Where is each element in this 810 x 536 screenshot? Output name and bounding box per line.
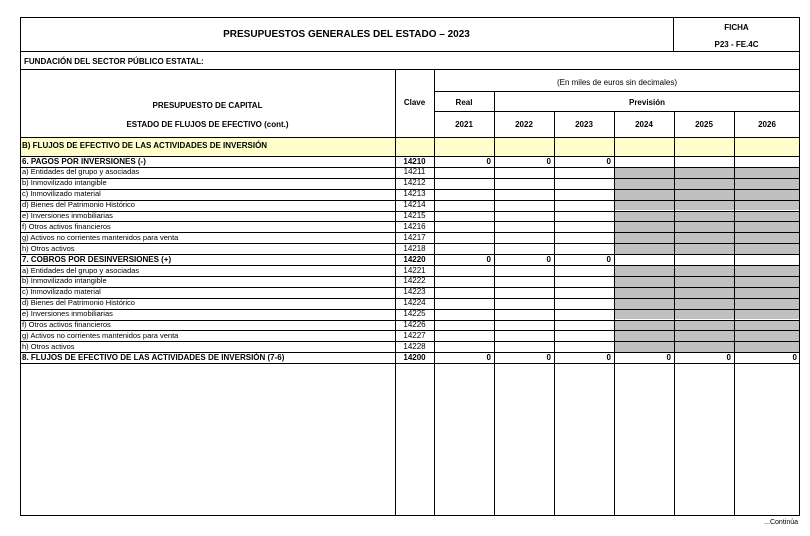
units-label: (En miles de euros sin decimales) bbox=[556, 78, 678, 87]
row-label: a) Entidades del grupo y asociadas bbox=[22, 265, 140, 275]
row-clave: 14227 bbox=[403, 330, 426, 340]
grid-line bbox=[20, 17, 21, 516]
year-header-2024: 2024 bbox=[635, 120, 653, 129]
row-clave: 14212 bbox=[403, 178, 426, 188]
grid-line bbox=[20, 137, 800, 138]
blocked-cells bbox=[614, 167, 800, 178]
row-clave: 14225 bbox=[403, 309, 426, 319]
blocked-cells bbox=[614, 221, 800, 232]
blocked-cells bbox=[614, 178, 800, 189]
cell-value[interactable]: 0 bbox=[546, 352, 551, 362]
row-clave: 14200 bbox=[403, 352, 426, 362]
section-title: B) FLUJOS DE EFECTIVO DE LAS ACTIVIDADES DE INVERSIÓN bbox=[22, 141, 268, 150]
year-header-2026: 2026 bbox=[758, 120, 776, 129]
row-clave: 14210 bbox=[403, 156, 426, 166]
row-clave: 14226 bbox=[403, 320, 426, 329]
grid-line bbox=[20, 515, 800, 516]
row-clave: 14215 bbox=[403, 211, 426, 220]
row-clave: 14216 bbox=[403, 221, 426, 231]
grid-line bbox=[434, 111, 800, 112]
row-label: 8. FLUJOS DE EFECTIVO DE LAS ACTIVIDADES DE INVERSIÓN (7-6) bbox=[22, 352, 285, 362]
ficha-label: FICHA bbox=[724, 23, 749, 32]
table-title-2: ESTADO DE FLUJOS DE EFECTIVO (cont.) bbox=[126, 120, 289, 129]
cell-value[interactable]: 0 bbox=[546, 254, 551, 264]
cell-value[interactable]: 0 bbox=[486, 254, 491, 264]
row-label: a) Entidades del grupo y asociadas bbox=[22, 167, 140, 177]
clave-header: Clave bbox=[403, 98, 426, 107]
cell-value[interactable]: 0 bbox=[606, 254, 611, 264]
cell-value[interactable]: 0 bbox=[792, 352, 797, 362]
blocked-cells bbox=[614, 243, 800, 254]
real-header: Real bbox=[455, 98, 473, 107]
cell-value[interactable]: 0 bbox=[606, 156, 611, 166]
row-label: e) Inversiones inmobiliarias bbox=[22, 309, 113, 319]
table-title-1: PRESUPUESTO DE CAPITAL bbox=[152, 101, 263, 110]
grid-line bbox=[614, 111, 615, 516]
blocked-cells bbox=[614, 298, 800, 309]
blocked-cells bbox=[614, 265, 800, 276]
continua-footer: ...Continúa bbox=[764, 519, 798, 526]
entity-label: FUNDACIÓN DEL SECTOR PÚBLICO ESTATAL: bbox=[24, 57, 204, 66]
row-clave: 14220 bbox=[403, 254, 426, 264]
row-clave: 14213 bbox=[403, 189, 426, 199]
blocked-cells bbox=[614, 287, 800, 298]
row-label: f) Otros activos financieros bbox=[22, 320, 111, 329]
blocked-cells bbox=[614, 341, 800, 352]
year-header-2025: 2025 bbox=[695, 120, 713, 129]
row-label: b) Inmovilizado intangible bbox=[22, 276, 107, 286]
grid-line bbox=[554, 111, 555, 516]
cell-value[interactable]: 0 bbox=[486, 352, 491, 362]
cell-value[interactable]: 0 bbox=[666, 352, 671, 362]
row-clave: 14214 bbox=[403, 200, 426, 210]
row-label: g) Activos no corrientes mantenidos para venta bbox=[22, 330, 179, 340]
row-clave: 14223 bbox=[403, 287, 426, 297]
blocked-cells bbox=[614, 320, 800, 331]
blocked-cells bbox=[614, 211, 800, 222]
row-label: 7. COBROS POR DESINVERSIONES (+) bbox=[22, 254, 172, 264]
grid-line bbox=[494, 91, 495, 516]
prevision-header: Previsión bbox=[628, 98, 665, 107]
grid-line bbox=[20, 363, 800, 364]
row-clave: 14211 bbox=[403, 167, 426, 177]
row-clave: 14218 bbox=[403, 243, 426, 253]
row-label: d) Bienes del Patrimonio Histórico bbox=[22, 298, 135, 308]
year-header-2021: 2021 bbox=[455, 120, 473, 129]
cell-value[interactable]: 0 bbox=[546, 156, 551, 166]
row-clave: 14217 bbox=[403, 232, 426, 242]
grid-line bbox=[674, 111, 675, 516]
year-header-2023: 2023 bbox=[575, 120, 593, 129]
row-label: c) Inmovilizado material bbox=[22, 287, 101, 297]
grid-line bbox=[20, 17, 800, 18]
cell-value[interactable]: 0 bbox=[486, 156, 491, 166]
row-clave: 14224 bbox=[403, 298, 426, 308]
blocked-cells bbox=[614, 200, 800, 211]
row-label: h) Otros activos bbox=[22, 341, 75, 351]
grid-line bbox=[673, 17, 674, 51]
year-header-2022: 2022 bbox=[515, 120, 533, 129]
row-label: b) Inmovilizado intangible bbox=[22, 178, 107, 188]
row-label: h) Otros activos bbox=[22, 243, 75, 253]
blocked-cells bbox=[614, 309, 800, 320]
row-label: c) Inmovilizado material bbox=[22, 189, 101, 199]
row-label: e) Inversiones inmobiliarias bbox=[22, 211, 113, 220]
blocked-cells bbox=[614, 232, 800, 243]
ficha-code: P23 - FE.4C bbox=[714, 40, 759, 49]
cell-value[interactable]: 0 bbox=[726, 352, 731, 362]
grid-line bbox=[20, 69, 800, 70]
row-clave: 14222 bbox=[403, 276, 426, 286]
blocked-cells bbox=[614, 276, 800, 287]
row-clave: 14228 bbox=[403, 341, 426, 351]
row-label: f) Otros activos financieros bbox=[22, 221, 111, 231]
row-label: d) Bienes del Patrimonio Histórico bbox=[22, 200, 135, 210]
row-label: 6. PAGOS POR INVERSIONES (-) bbox=[22, 156, 146, 166]
cell-value[interactable]: 0 bbox=[606, 352, 611, 362]
grid-line bbox=[434, 91, 800, 92]
grid-line bbox=[20, 51, 800, 52]
blocked-cells bbox=[614, 189, 800, 200]
page-title: PRESUPUESTOS GENERALES DEL ESTADO – 2023 bbox=[223, 29, 470, 40]
grid-line bbox=[734, 111, 735, 516]
blocked-cells bbox=[614, 330, 800, 341]
row-label: g) Activos no corrientes mantenidos para venta bbox=[22, 232, 179, 242]
row-clave: 14221 bbox=[403, 265, 426, 275]
